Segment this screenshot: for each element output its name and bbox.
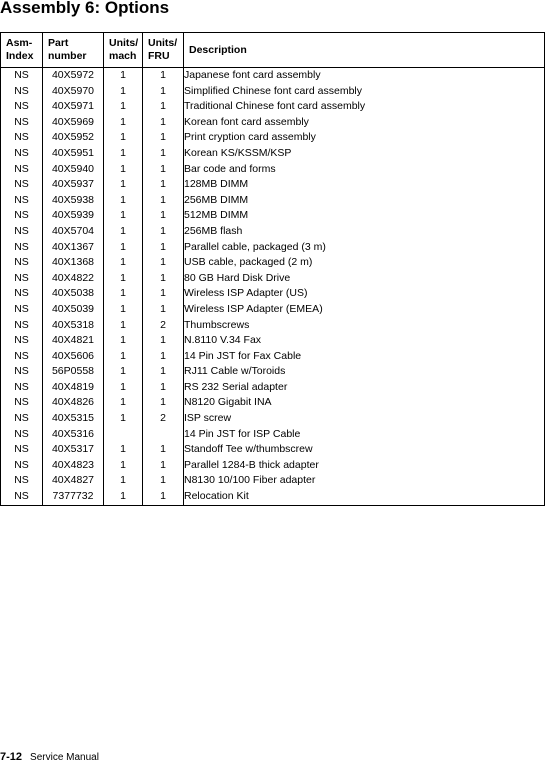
cell-units-mach	[104, 427, 143, 443]
cell-part-number: 40X5317	[43, 442, 104, 458]
cell-asm-index: NS	[1, 208, 43, 224]
cell-asm-index: NS	[1, 473, 43, 489]
cell-units-mach: 1	[104, 458, 143, 474]
cell-units-fru: 1	[143, 99, 184, 115]
cell-units-mach: 1	[104, 115, 143, 131]
cell-asm-index: NS	[1, 99, 43, 115]
cell-units-fru: 1	[143, 395, 184, 411]
cell-description: Relocation Kit	[184, 489, 545, 505]
cell-part-number: 40X4821	[43, 333, 104, 349]
cell-units-fru: 1	[143, 349, 184, 365]
cell-asm-index: NS	[1, 84, 43, 100]
cell-part-number: 40X4826	[43, 395, 104, 411]
cell-units-mach: 1	[104, 489, 143, 505]
cell-asm-index: NS	[1, 349, 43, 365]
table-row	[1, 99, 545, 115]
cell-part-number: 40X1367	[43, 240, 104, 256]
cell-part-number: 40X5938	[43, 193, 104, 209]
table-row	[1, 302, 545, 318]
table-row	[1, 130, 545, 146]
cell-units-fru: 1	[143, 177, 184, 193]
cell-part-number: 40X5939	[43, 208, 104, 224]
cell-description: Bar code and forms	[184, 162, 545, 178]
header-units-mach: Units/ mach	[104, 33, 143, 68]
cell-units-fru: 1	[143, 84, 184, 100]
page-footer	[0, 750, 99, 765]
cell-description: Thumbscrews	[184, 318, 545, 334]
cell-asm-index: NS	[1, 224, 43, 240]
cell-asm-index: NS	[1, 318, 43, 334]
cell-units-fru: 1	[143, 442, 184, 458]
table-row	[1, 162, 545, 178]
cell-description: Wireless ISP Adapter (EMEA)	[184, 302, 545, 318]
table-row	[1, 271, 545, 287]
cell-units-mach: 1	[104, 68, 143, 84]
cell-part-number: 56P0558	[43, 364, 104, 380]
cell-units-mach: 1	[104, 364, 143, 380]
header-description: Description	[184, 33, 545, 68]
cell-units-fru: 1	[143, 286, 184, 302]
table-row	[1, 240, 545, 256]
table-row	[1, 177, 545, 193]
table-row	[1, 333, 545, 349]
cell-part-number: 40X4823	[43, 458, 104, 474]
cell-units-mach: 1	[104, 395, 143, 411]
table-row	[1, 427, 545, 443]
table-row	[1, 395, 545, 411]
cell-units-mach: 1	[104, 130, 143, 146]
table-row	[1, 224, 545, 240]
cell-part-number: 40X4827	[43, 473, 104, 489]
cell-part-number: 40X5972	[43, 68, 104, 84]
cell-part-number: 40X5038	[43, 286, 104, 302]
table-row	[1, 364, 545, 380]
cell-asm-index: NS	[1, 427, 43, 443]
cell-description: Wireless ISP Adapter (US)	[184, 286, 545, 302]
cell-units-mach: 1	[104, 286, 143, 302]
table-row	[1, 442, 545, 458]
table-row	[1, 255, 545, 271]
cell-units-fru: 1	[143, 193, 184, 209]
cell-description: Standoff Tee w/thumbscrew	[184, 442, 545, 458]
cell-units-mach: 1	[104, 349, 143, 365]
cell-part-number: 40X4819	[43, 380, 104, 396]
cell-asm-index: NS	[1, 302, 43, 318]
cell-description: N.8110 V.34 Fax	[184, 333, 545, 349]
header-part-number: Part number	[43, 33, 104, 68]
cell-units-mach: 1	[104, 411, 143, 427]
cell-description: Korean KS/KSSM/KSP	[184, 146, 545, 162]
cell-part-number: 40X4822	[43, 271, 104, 287]
cell-units-fru: 2	[143, 318, 184, 334]
cell-part-number: 40X5940	[43, 162, 104, 178]
cell-units-fru: 1	[143, 364, 184, 380]
table-row	[1, 473, 545, 489]
cell-asm-index: NS	[1, 162, 43, 178]
cell-asm-index: NS	[1, 286, 43, 302]
cell-description: 512MB DIMM	[184, 208, 545, 224]
cell-units-mach: 1	[104, 302, 143, 318]
cell-asm-index: NS	[1, 489, 43, 505]
cell-units-mach: 1	[104, 146, 143, 162]
cell-description: Parallel 1284-B thick adapter	[184, 458, 545, 474]
cell-units-mach: 1	[104, 193, 143, 209]
cell-units-mach: 1	[104, 240, 143, 256]
table-row	[1, 146, 545, 162]
cell-units-fru: 1	[143, 130, 184, 146]
cell-asm-index: NS	[1, 130, 43, 146]
cell-asm-index: NS	[1, 271, 43, 287]
cell-part-number: 40X5951	[43, 146, 104, 162]
cell-asm-index: NS	[1, 146, 43, 162]
cell-description: 14 Pin JST for Fax Cable	[184, 349, 545, 365]
table-row	[1, 318, 545, 334]
page-number: 7-12	[0, 751, 23, 763]
cell-description: RS 232 Serial adapter	[184, 380, 545, 396]
cell-units-fru: 1	[143, 255, 184, 271]
cell-units-fru	[143, 427, 184, 443]
cell-units-mach: 1	[104, 442, 143, 458]
cell-part-number: 40X5937	[43, 177, 104, 193]
cell-description: Parallel cable, packaged (3 m)	[184, 240, 545, 256]
table-row	[1, 115, 545, 131]
table-row	[1, 411, 545, 427]
cell-part-number: 40X5315	[43, 411, 104, 427]
cell-description: Korean font card assembly	[184, 115, 545, 131]
table-header-row	[1, 33, 545, 68]
cell-units-fru: 1	[143, 224, 184, 240]
cell-description: 256MB flash	[184, 224, 545, 240]
cell-asm-index: NS	[1, 255, 43, 271]
cell-asm-index: NS	[1, 177, 43, 193]
cell-units-fru: 1	[143, 115, 184, 131]
cell-part-number: 40X5606	[43, 349, 104, 365]
table-row	[1, 208, 545, 224]
cell-part-number: 40X1368	[43, 255, 104, 271]
cell-asm-index: NS	[1, 115, 43, 131]
cell-units-fru: 1	[143, 489, 184, 505]
cell-description: Print cryption card assembly	[184, 130, 545, 146]
cell-part-number: 40X5039	[43, 302, 104, 318]
cell-description: USB cable, packaged (2 m)	[184, 255, 545, 271]
table-row	[1, 84, 545, 100]
table-row	[1, 489, 545, 505]
cell-asm-index: NS	[1, 411, 43, 427]
cell-part-number: 40X5318	[43, 318, 104, 334]
cell-description: Traditional Chinese font card assembly	[184, 99, 545, 115]
table-row	[1, 380, 545, 396]
parts-table	[0, 32, 545, 506]
cell-part-number: 40X5970	[43, 84, 104, 100]
cell-units-mach: 1	[104, 177, 143, 193]
cell-units-mach: 1	[104, 84, 143, 100]
cell-description: ISP screw	[184, 411, 545, 427]
cell-units-mach: 1	[104, 333, 143, 349]
cell-units-mach: 1	[104, 162, 143, 178]
cell-units-fru: 1	[143, 68, 184, 84]
cell-part-number: 40X5971	[43, 99, 104, 115]
table-row	[1, 349, 545, 365]
cell-part-number: 40X5952	[43, 130, 104, 146]
cell-description: Simplified Chinese font card assembly	[184, 84, 545, 100]
cell-units-fru: 1	[143, 162, 184, 178]
header-units-fru: Units/ FRU	[143, 33, 184, 68]
table-row	[1, 193, 545, 209]
cell-units-fru: 1	[143, 208, 184, 224]
cell-units-fru: 1	[143, 473, 184, 489]
cell-asm-index: NS	[1, 380, 43, 396]
cell-asm-index: NS	[1, 333, 43, 349]
table-row	[1, 286, 545, 302]
cell-part-number: 40X5316	[43, 427, 104, 443]
cell-units-fru: 1	[143, 333, 184, 349]
cell-description: 14 Pin JST for ISP Cable	[184, 427, 545, 443]
cell-description: N8120 Gigabit INA	[184, 395, 545, 411]
cell-part-number: 7377732	[43, 489, 104, 505]
cell-units-mach: 1	[104, 99, 143, 115]
cell-description: RJ11 Cable w/Toroids	[184, 364, 545, 380]
cell-asm-index: NS	[1, 442, 43, 458]
cell-description: Japanese font card assembly	[184, 68, 545, 84]
cell-units-fru: 1	[143, 458, 184, 474]
cell-asm-index: NS	[1, 364, 43, 380]
cell-asm-index: NS	[1, 240, 43, 256]
table-row	[1, 68, 545, 84]
cell-units-mach: 1	[104, 255, 143, 271]
cell-units-mach: 1	[104, 318, 143, 334]
cell-units-mach: 1	[104, 208, 143, 224]
cell-asm-index: NS	[1, 395, 43, 411]
cell-units-mach: 1	[104, 224, 143, 240]
cell-description: N8130 10/100 Fiber adapter	[184, 473, 545, 489]
cell-units-fru: 1	[143, 302, 184, 318]
cell-description: 256MB DIMM	[184, 193, 545, 209]
cell-asm-index: NS	[1, 193, 43, 209]
cell-units-fru: 1	[143, 240, 184, 256]
cell-units-fru: 1	[143, 146, 184, 162]
page-title: Assembly 6: Options	[0, 0, 170, 17]
cell-description: 128MB DIMM	[184, 177, 545, 193]
cell-units-fru: 1	[143, 380, 184, 396]
cell-asm-index: NS	[1, 68, 43, 84]
cell-description: 80 GB Hard Disk Drive	[184, 271, 545, 287]
cell-units-fru: 1	[143, 271, 184, 287]
cell-part-number: 40X5704	[43, 224, 104, 240]
table-row	[1, 458, 545, 474]
cell-asm-index: NS	[1, 458, 43, 474]
manual-name: Service Manual	[30, 752, 99, 763]
cell-units-mach: 1	[104, 380, 143, 396]
cell-units-fru: 2	[143, 411, 184, 427]
cell-units-mach: 1	[104, 271, 143, 287]
parts-table-body	[1, 68, 545, 506]
cell-units-mach: 1	[104, 473, 143, 489]
cell-part-number: 40X5969	[43, 115, 104, 131]
header-asm-index: Asm- Index	[1, 33, 43, 68]
